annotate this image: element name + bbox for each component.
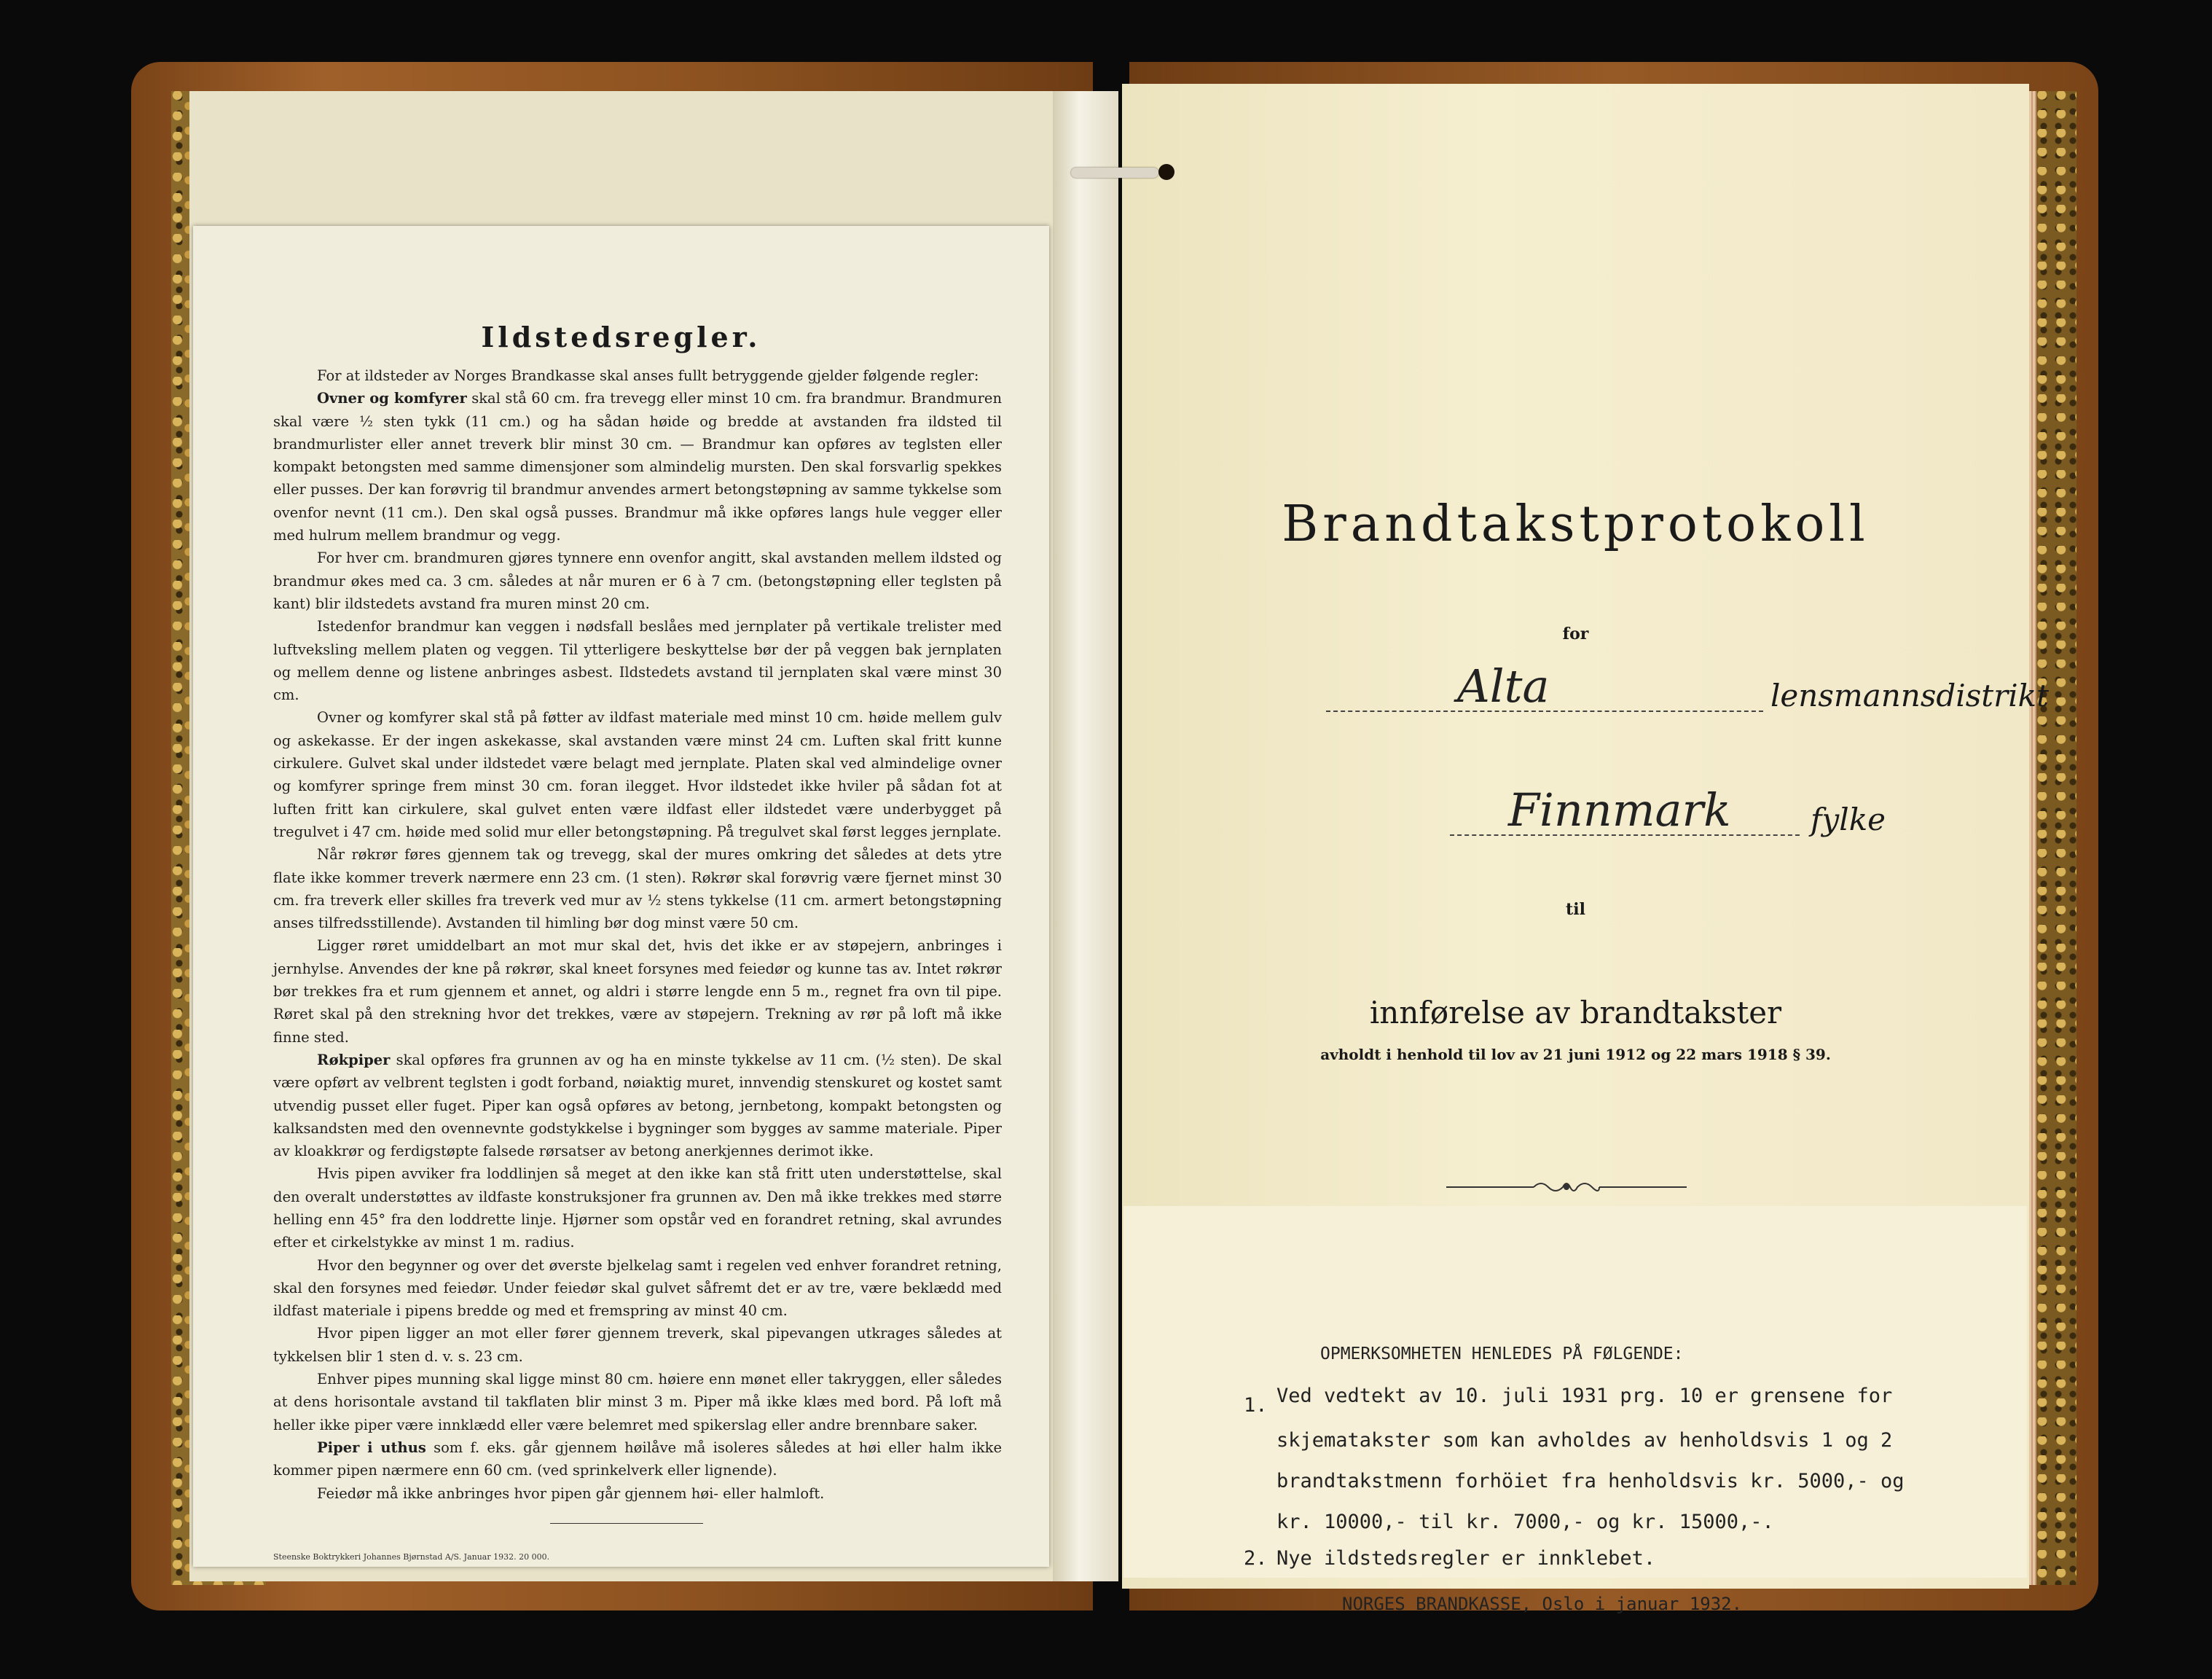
binding-hole xyxy=(1158,164,1174,180)
regulation-text: Hvor den begynner og over det øverste bjelkelag samt i regelen ved enhver forandret retning, skal den forsynes med feiedør. Under feiedør skal gulvet såfremt det er av tre, være beklædd med ildfast materiale i pipens bredde og med et fremspring av minst 40 cm. xyxy=(273,1256,1002,1320)
regulation-text: Feiedør må ikke anbringes hvor pipen går gjennem høi- eller halmloft. xyxy=(317,1484,825,1502)
regulation-paragraph xyxy=(273,547,1002,615)
item1-line4: kr. 10000,- til kr. 7000,- og kr. 15000,-. xyxy=(1276,1511,1774,1533)
notice-sheet xyxy=(1123,1206,2027,1614)
item2-text: Nye ildstedsregler er innklebet. xyxy=(1276,1547,1656,1570)
regulation-paragraph xyxy=(273,364,1002,387)
regulation-text: For at ildsteder av Norges Brandkasse skal anses fullt betryggende gjelder følgende regler: xyxy=(317,367,979,384)
protocol-title: Brandtakstprotokoll xyxy=(1282,496,1870,553)
open-book xyxy=(131,62,2098,1614)
inserted-regulations-sheet xyxy=(193,226,1049,1567)
regulation-heading: Røkpiper xyxy=(317,1051,391,1068)
regulation-paragraph xyxy=(273,1049,1002,1162)
regulation-paragraph xyxy=(273,706,1002,843)
notice-heading: OPMERKSOMHETEN HENLEDES PÅ FØLGENDE: xyxy=(1320,1345,1684,1363)
legal-reference: avholdt i henhold til lov av 21 juni 1912 og 22 mars 1918 § 39. xyxy=(1320,1046,1831,1063)
item1-line3: brandtakstmenn forhöiet fra henholdsvis kr. 5000,- og xyxy=(1276,1470,1905,1492)
regulation-text: Hvor pipen ligger an mot eller fører gjennem treverk, skal pipevangen utkrages således at tykkelsen blir 1 sten d. v. s. 23 cm. xyxy=(273,1325,1002,1365)
regulation-heading: Ovner og komfyrer xyxy=(317,390,467,407)
item2-number: 2. xyxy=(1244,1547,1268,1570)
regulation-text: skal stå 60 cm. fra trevegg eller minst 10 cm. fra brandmur. Brandmuren skal være ½ sten tykk (11 cm.) og ha sådan høide og bredde at avstanden fra ildsted til brandmurlister eller annet treverk blir minst 30 cm. — Brandmur kan opføres av teglsten eller kompakt betongsten med samme dimensjoner som almindelig mursten. Den skal forsvarlig spekkes eller pusses. Der kan forøvrig til brandmur anvendes armert betongstøpning av samme tykkelse som ovenfor nevnt (11 cm.). Den skal også pusses. Brandmur må ikke opføres langs hule vegger eller med hulrum mellem brandmur og vegg. xyxy=(273,390,1002,544)
district-handwritten: Alta xyxy=(1457,660,1550,713)
regulations-end-rule xyxy=(550,1523,703,1524)
regulation-text: Når røkrør føres gjennem tak og trevegg, skal der mures omkring det således at dets ytre flate ikke kommer treverk nærmere enn 23 cm. (1 sten). Røkrør skal forøvrig være fjernet minst 30 cm. fra treverk eller skilles fra treverk ved mur av ½ stens tykkelse (11 cm. armert betongstøpning anses tilfredsstillende). Avstanden til himling bør dog minst være 50 cm. xyxy=(273,846,1002,932)
item1-number: 1. xyxy=(1244,1394,1268,1417)
printer-footer: Steenske Boktrykkeri Johannes Bjørnstad A/S. Januar 1932. 20 000. xyxy=(273,1552,550,1562)
regulation-paragraph xyxy=(273,934,1002,1048)
district-label: lensmannsdistrikt xyxy=(1770,678,2049,713)
regulation-text: skal opføres fra grunnen av og ha en minste tykkelse av 11 cm. (½ sten). De skal være opført av velbrent teglsten i godt forband, nøiaktig muret, innvendig stenskuret og kostet samt utvendig pusset eller fuget. Piper kan også opføres av betong, jernbetong, kompakt betongsten og kalksandsten med den ovennevnte godstykkelse i bygninger som bygges av samme materiale. Piper av kloakkrør og ferdigstøpte falsede rørsatser av betong anerkjennes derimot ikke. xyxy=(273,1051,1002,1160)
for-label: for xyxy=(1562,625,1589,643)
regulation-paragraph xyxy=(273,1482,1002,1505)
regulation-text: Ovner og komfyrer skal stå på føtter av ildfast materiale med minst 10 cm. høide mellem gulv og askekasse. Er der ingen askekasse, skal avstanden være minst 24 cm. Luften skal fritt kunne cirkulere. Gulvet skal under ildstedet være belagt med jernplate. Platen skal ved almindelige ovner og komfyrer springe frem minst 30 cm. foran ilegget. Hvor ildstedet ikke hviler på sådan fot at luften fritt kan cirkulere, skal gulvet enten være ildfast eller ildstedet være underbygget på tregulvet i 47 cm. høide med solid mur eller betongstøpning. På tregulvet skal først legges jernplate. xyxy=(273,709,1002,840)
ornament-divider xyxy=(1446,1178,1687,1196)
purpose-line: innførelse av brandtakster xyxy=(1369,995,1782,1030)
regulation-paragraph xyxy=(273,1162,1002,1253)
regulation-paragraph xyxy=(273,387,1002,547)
regulation-paragraph xyxy=(273,1254,1002,1323)
regulation-paragraph xyxy=(273,843,1002,934)
regulation-paragraph xyxy=(273,615,1002,706)
county-handwritten: Finnmark xyxy=(1508,783,1731,837)
regulation-paragraph xyxy=(273,1436,1002,1482)
regulations-title: Ildstedsregler. xyxy=(481,321,761,353)
binding-string xyxy=(1071,168,1158,178)
notice-signature: NORGES BRANDKASSE, Oslo i januar 1932. xyxy=(1342,1594,1743,1614)
county-label: fylke xyxy=(1811,802,1886,837)
regulation-text: Hvis pipen avviker fra loddlinjen så meget at den ikke kan stå fritt uten understøttelse, skal den overalt understøttes av ildfaste konstruksjoner fra grunnen av. Den må ikke trekkes med større helling enn 45° fra den loddrette linje. Hjørner som opstår ved en forandret retning, skal avrundes efter et cirkelstykke av minst 1 m. radius. xyxy=(273,1165,1002,1251)
spine-binding-strip xyxy=(1053,91,1118,1581)
regulation-text: Enhver pipes munning skal ligge minst 80 cm. høiere enn mønet eller takryggen, eller således at dens horisontale avstand til takflaten blir minst 3 m. Piper må ikke klæs med bord. På loft må heller ikke piper være innklædd eller være belemret med spikerslag eller andre brennbare saker. xyxy=(273,1371,1002,1433)
item1-line1: Ved vedtekt av 10. juli 1931 prg. 10 er grensene for xyxy=(1276,1385,1893,1407)
regulations-body xyxy=(273,364,1002,1505)
regulation-paragraph xyxy=(273,1322,1002,1368)
regulation-text: For hver cm. brandmuren gjøres tynnere enn ovenfor angitt, skal avstanden mellem ildsted og brandmur økes med ca. 3 cm. således at når muren er 6 à 7 cm. (betongstøpning eller teglsten på kant) blir ildstedets avstand fra muren minst 20 cm. xyxy=(273,549,1002,612)
regulation-text: Istedenfor brandmur kan veggen i nødsfall beslåes med jernplater på vertikale trelister med luftveksling mellem platen og veggen. Til ytterligere beskyttelse bør der på veggen bak jernplaten og mellem denne og listene anbringes asbest. Ildstedets avstand til jernplaten skal være minst 30 cm. xyxy=(273,618,1002,704)
item1-line2: skjematakster som kan avholdes av henholdsvis 1 og 2 xyxy=(1276,1429,1893,1452)
marbled-endpaper-right xyxy=(2036,91,2076,1585)
regulation-paragraph xyxy=(273,1368,1002,1436)
regulation-text: Ligger røret umiddelbart an mot mur skal det, hvis det ikke er av støpejern, anbringes i jernhylse. Anvendes der kne på røkrør, skal kneet forsynes med feiedør og kunne tas av. Intet røkrør bør trekkes fra et rum gjennem et annet, og aldri i større lengde enn 5 m., regnet fra ovn til pipe. Røret skal på den strekning hvor det trekkes, være av støpejern. Trekning av rør på loft må ikke finne sted. xyxy=(273,937,1002,1046)
til-label: til xyxy=(1566,900,1585,919)
regulation-heading: Piper i uthus xyxy=(317,1439,426,1456)
regulation-text: som f. eks. går gjennem høilåve må isoleres således at høi eller halm ikke kommer pipen nærmere enn 60 cm. (ved sprinkelverk eller lignende). xyxy=(273,1439,1003,1479)
